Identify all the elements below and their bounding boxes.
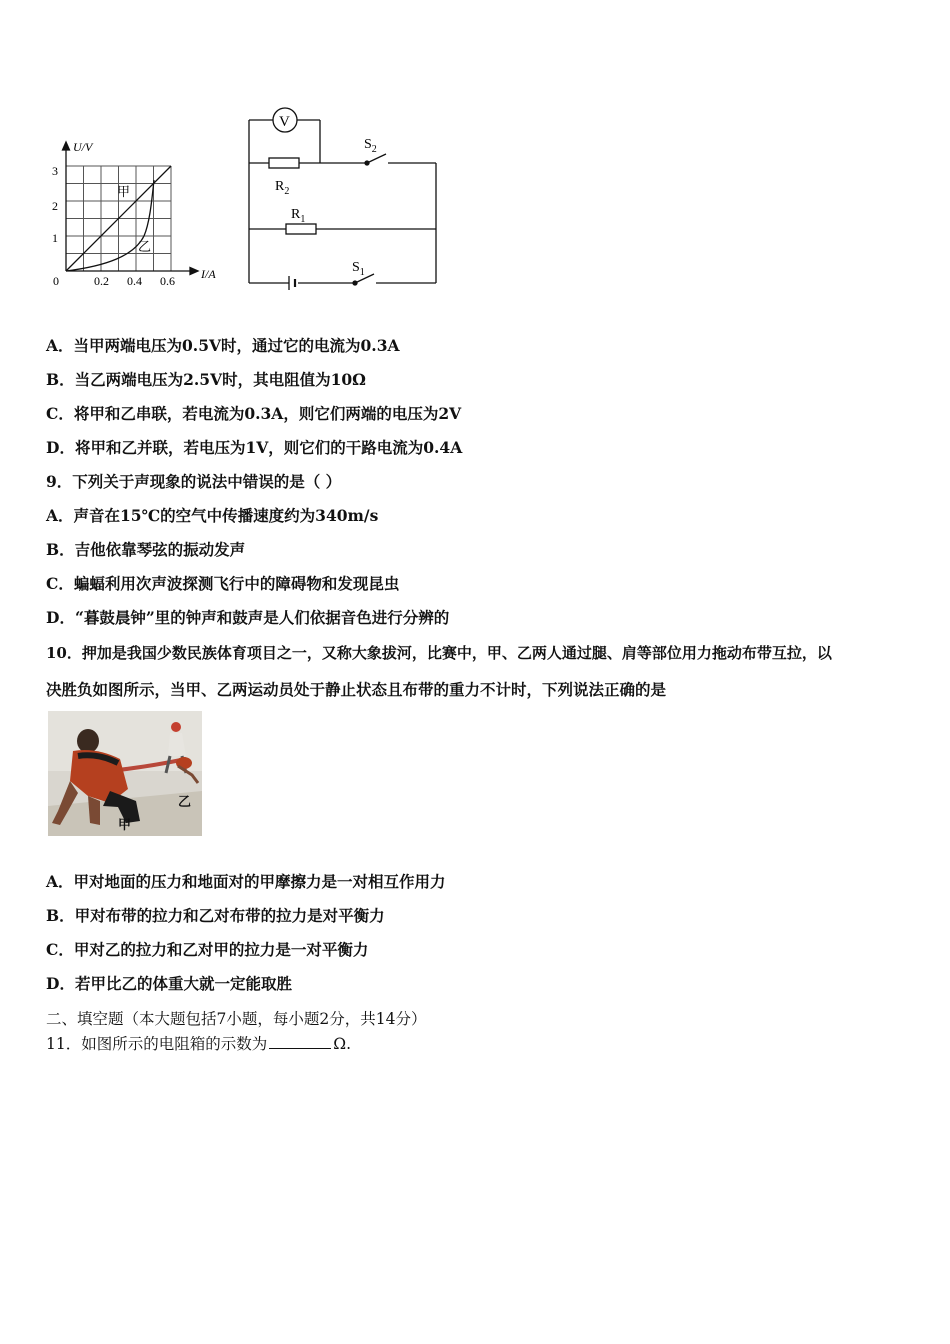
s1-label: $S_1$: [352, 260, 365, 278]
s2-label: $S_2$: [364, 137, 377, 155]
u-i-graph: [46, 138, 226, 293]
q8-option-c: C．将甲和乙串联，若电流为0.3A，则它们两端的电压为2V: [46, 404, 462, 423]
voltmeter-label: V: [279, 114, 290, 130]
circuit-wires: [249, 120, 436, 283]
curve-jia-label: 甲: [117, 184, 131, 199]
q10-option-a: A．甲对地面的压力和地面对的甲摩擦力是一对相互作用力: [46, 872, 446, 891]
q8-option-b: B．当乙两端电压为2.5V时，其电阻值为10Ω: [46, 370, 366, 389]
y-axis-label: U/V: [73, 140, 93, 154]
q11-text-after: Ω.: [333, 1035, 352, 1053]
curve-yi-label: 乙: [138, 239, 152, 254]
r1-label: $R_1$: [291, 207, 306, 225]
q11-text-before: 11．如图所示的电阻箱的示数为: [46, 1035, 268, 1053]
q10-option-d: D．若甲比乙的体重大就一定能取胜: [46, 974, 292, 993]
q9-option-d: D．“暮鼓晨钟”里的钟声和鼓声是人们依据音色进行分辨的: [46, 608, 450, 627]
y-tick-1: 1: [52, 231, 58, 245]
q10-option-b: B．甲对布带的拉力和乙对布带的拉力是对平衡力: [46, 906, 385, 925]
circuit-diagram: [240, 105, 445, 295]
photo-label-jia: 甲: [118, 817, 132, 832]
x-axis-label: I/A: [201, 267, 216, 281]
origin-label: 0: [53, 274, 59, 288]
q8-option-a: A．当甲两端电压为0.5V时，通过它的电流为0.3A: [46, 336, 400, 355]
q10-stem-line2: 决胜负如图所示，当甲、乙两运动员处于静止状态且布带的重力不计时，下列说法正确的是: [46, 680, 667, 699]
r2-label: $R_2$: [275, 179, 290, 197]
resistor-r1-icon: [286, 224, 316, 234]
q9-option-c: C．蝙蝠利用次声波探测飞行中的障碍物和发现昆虫: [46, 574, 400, 593]
resistor-r2-icon: [269, 158, 299, 168]
q9-option-b: B．吉他依靠琴弦的振动发声: [46, 540, 246, 559]
switch-s2-icon: [365, 154, 386, 165]
tug-of-war-photo: [48, 711, 202, 836]
x-tick-0-6: 0.6: [160, 274, 175, 288]
y-tick-2: 2: [52, 199, 58, 213]
q11-stem: [46, 1034, 351, 1054]
q9-option-a: A．声音在15℃的空气中传播速度约为340m/s: [46, 506, 379, 525]
q10-stem-line1: 10．押加是我国少数民族体育项目之一，又称大象拔河，比赛中，甲、乙两人通过腿、肩等部位用力拖动布带互拉，以: [46, 644, 832, 662]
y-tick-3: 3: [52, 164, 58, 178]
q9-stem: 9．下列关于声现象的说法中错误的是（ ）: [46, 472, 342, 491]
photo-label-yi: 乙: [178, 794, 192, 809]
x-tick-0-2: 0.2: [94, 274, 109, 288]
section-2-heading: 二、填空题（本大题包括7小题，每小题2分，共14分）: [46, 1010, 427, 1028]
battery-icon: [289, 276, 295, 290]
q11-answer-blank[interactable]: [269, 1034, 331, 1049]
x-tick-0-4: 0.4: [127, 274, 142, 288]
q8-option-d: D．将甲和乙并联，若电压为1V，则它们的干路电流为0.4A: [46, 438, 463, 457]
q10-option-c: C．甲对乙的拉力和乙对甲的拉力是一对平衡力: [46, 940, 369, 959]
